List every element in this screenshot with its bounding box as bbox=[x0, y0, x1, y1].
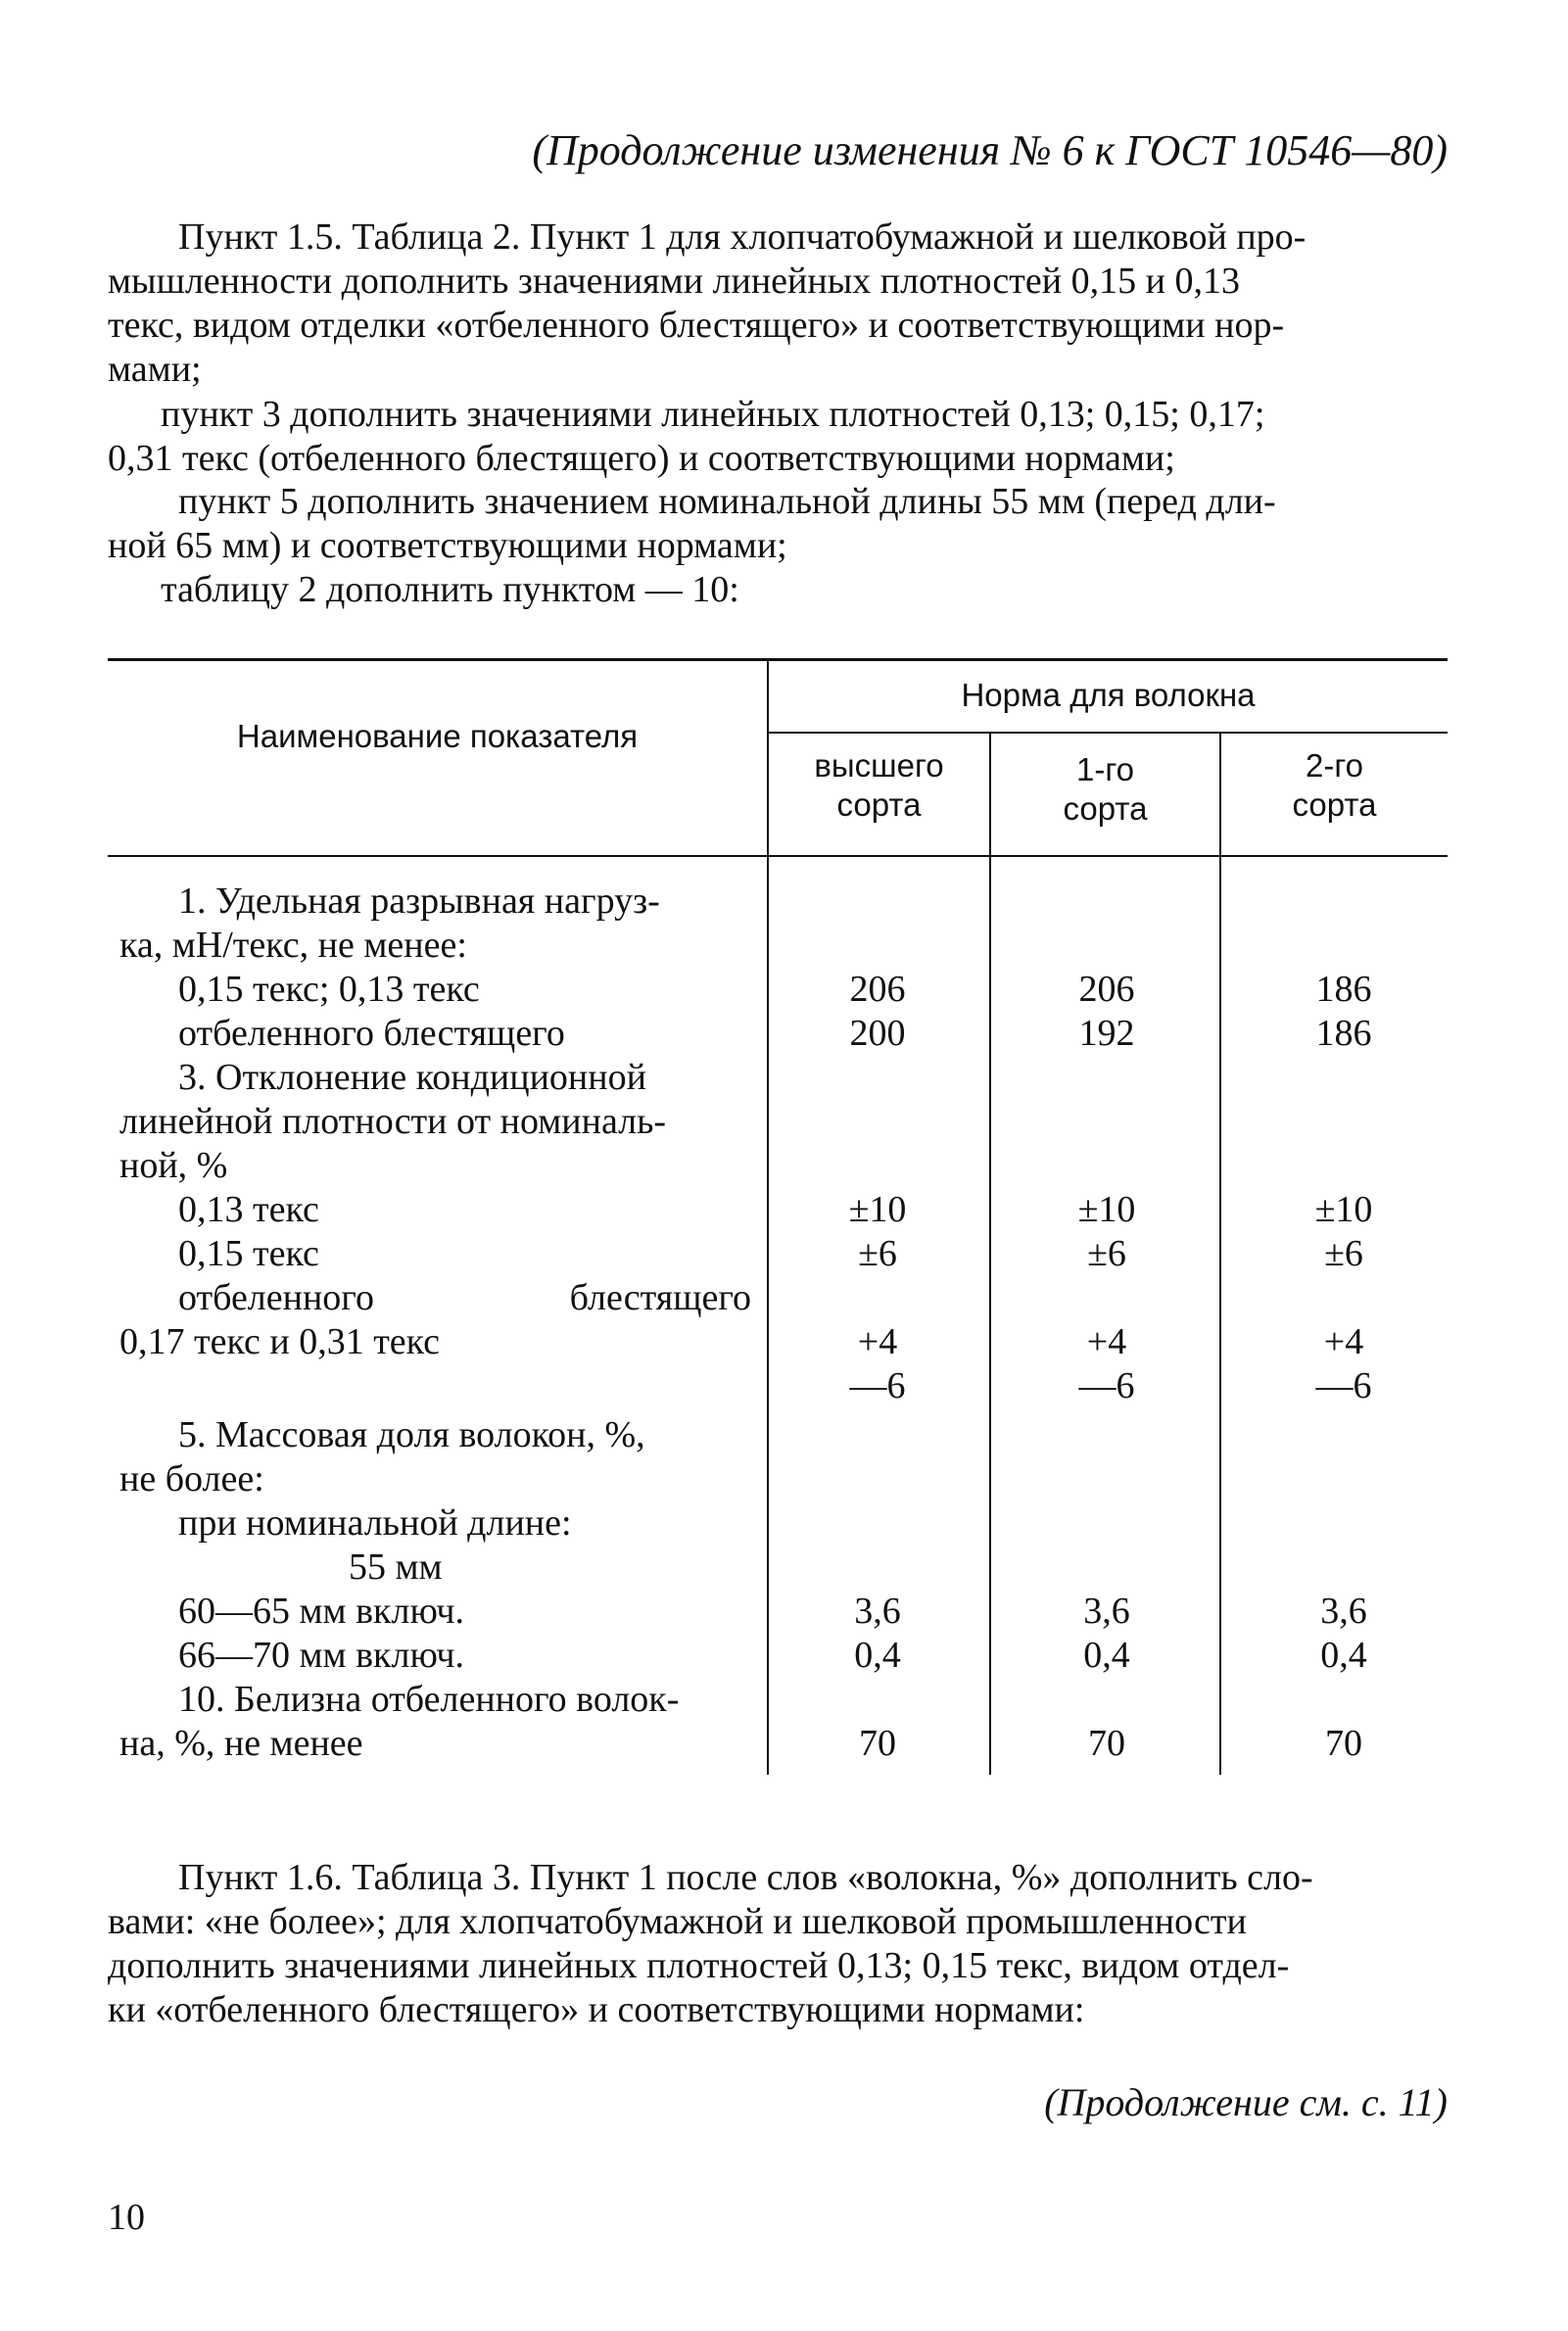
value-grade-1: +4 bbox=[1086, 1321, 1127, 1362]
row-label: 1. Удельная разрывная нагруз- bbox=[178, 880, 660, 922]
page-number: 10 bbox=[108, 2197, 145, 2238]
value-grade-1: 206 bbox=[1078, 969, 1135, 1010]
row-label: ка, мН/текс, не менее: bbox=[119, 925, 467, 966]
row-label: на, %, не менее bbox=[119, 1723, 363, 1764]
row-label: линейной плотности от номиналь- bbox=[119, 1101, 667, 1142]
intro-paragraph-3 bbox=[108, 480, 1448, 568]
intro-line: ной 65 мм) и соответствующими нормами; bbox=[108, 525, 787, 566]
table-row bbox=[108, 1678, 1448, 1722]
grade-header-line: 1-го bbox=[1075, 751, 1134, 787]
value-grade-2: 186 bbox=[1315, 969, 1372, 1010]
table-row bbox=[108, 924, 1448, 968]
value-grade-1: 70 bbox=[1088, 1723, 1125, 1764]
row-label: при номинальной длине: bbox=[178, 1502, 572, 1544]
row-label: отбеленного блестящего bbox=[178, 1013, 565, 1054]
table-row bbox=[108, 1590, 1448, 1634]
table-row bbox=[108, 1634, 1448, 1678]
intro-paragraph-2 bbox=[108, 393, 1448, 481]
row-label: ной, % bbox=[119, 1145, 228, 1186]
value-grade-2: ±6 bbox=[1324, 1233, 1363, 1274]
grade-header-1 bbox=[991, 750, 1219, 829]
grade-header-line: 2-го bbox=[1305, 747, 1363, 784]
outro-line: ки «отбеленного блестящего» и соответствующими нормами: bbox=[108, 1989, 1085, 2030]
intro-line: Пункт 1.5. Таблица 2. Пункт 1 для хлопчатобумажной и шелковой про- bbox=[178, 216, 1307, 258]
value-grade-2: 186 bbox=[1315, 1013, 1372, 1054]
continuation-note: (Продолжение см. с. 11) bbox=[1044, 2080, 1448, 2124]
grade-header-line: высшего bbox=[814, 747, 944, 784]
row-label: 60—65 мм включ. bbox=[178, 1591, 465, 1632]
grade-header-2 bbox=[1221, 746, 1448, 825]
table-row bbox=[108, 880, 1448, 924]
intro-line: мышленности дополнить значениями линейных плотностей 0,15 и 0,13 bbox=[108, 261, 1240, 302]
row-label: 10. Белизна отбеленного волок- bbox=[178, 1679, 680, 1720]
value-top-grade: ±10 bbox=[848, 1189, 907, 1230]
table-row bbox=[108, 1100, 1448, 1144]
table-divider bbox=[767, 732, 1448, 734]
table-row bbox=[108, 1056, 1448, 1100]
grade-header-line: сорта bbox=[1063, 790, 1148, 827]
table-row bbox=[108, 1501, 1448, 1546]
table-row bbox=[108, 1546, 1448, 1590]
row-label: не более: bbox=[119, 1458, 264, 1499]
value-grade-2: +4 bbox=[1323, 1321, 1364, 1362]
intro-paragraph-1 bbox=[108, 215, 1448, 392]
outro-line: вами: «не более»; для хлопчатобумажной и шелковой промышленности bbox=[108, 1901, 1247, 1942]
intro-line: мами; bbox=[108, 349, 202, 390]
row-label: 0,17 текс и 0,31 текс bbox=[119, 1321, 441, 1362]
value-top-grade: 200 bbox=[849, 1013, 906, 1054]
value-grade-1: 3,6 bbox=[1083, 1591, 1130, 1632]
table-row bbox=[108, 1276, 1448, 1320]
value-top-grade: 0,4 bbox=[854, 1635, 901, 1676]
outro-paragraph bbox=[108, 1856, 1448, 2032]
table-row bbox=[108, 1188, 1448, 1232]
table-row bbox=[108, 968, 1448, 1012]
row-label: 66—70 мм включ. bbox=[178, 1635, 465, 1676]
value-top-grade: 206 bbox=[849, 969, 906, 1010]
outro-line: дополнить значениями линейных плотностей 0,13; 0,15 текс, видом отдел- bbox=[108, 1945, 1290, 1986]
intro-line: пункт 5 дополнить значением номинальной длины 55 мм (перед дли- bbox=[178, 481, 1276, 522]
table-top-rule bbox=[108, 658, 1448, 661]
row-label: 55 мм bbox=[349, 1546, 443, 1588]
table-row bbox=[108, 1144, 1448, 1188]
row-label: 3. Отклонение кондиционной bbox=[178, 1057, 646, 1098]
table-row bbox=[108, 1722, 1448, 1766]
value-grade-1: ±6 bbox=[1087, 1233, 1126, 1274]
value-top-grade: 70 bbox=[859, 1723, 896, 1764]
intro-line: пункт 3 дополнить значениями линейных плотностей 0,13; 0,15; 0,17; bbox=[161, 394, 1265, 435]
value-grade-2: —6 bbox=[1315, 1365, 1372, 1406]
value-top-grade: ±6 bbox=[858, 1233, 897, 1274]
value-top-grade: +4 bbox=[857, 1321, 898, 1362]
row-label: 5. Массовая доля волокон, %, bbox=[178, 1414, 645, 1455]
row-label: 0,13 текс bbox=[178, 1189, 319, 1230]
table-row bbox=[108, 1413, 1448, 1457]
intro-line: текс, видом отделки «отбеленного блестящего» и соответствующими нор- bbox=[108, 305, 1285, 346]
intro-paragraph-4 bbox=[108, 568, 1448, 612]
outro-line: Пункт 1.6. Таблица 3. Пункт 1 после слов «волокна, %» дополнить сло- bbox=[178, 1857, 1313, 1898]
grade-header-top bbox=[769, 746, 989, 825]
value-grade-1: 0,4 bbox=[1083, 1635, 1130, 1676]
value-grade-1: ±10 bbox=[1077, 1189, 1136, 1230]
value-grade-2: 70 bbox=[1325, 1723, 1362, 1764]
table-row bbox=[108, 1320, 1448, 1364]
page-header: (Продолжение изменения № 6 к ГОСТ 10546—80) bbox=[532, 126, 1448, 174]
table-row bbox=[108, 1457, 1448, 1501]
value-grade-1: —6 bbox=[1078, 1365, 1135, 1406]
value-grade-2: ±10 bbox=[1314, 1189, 1373, 1230]
table-header-rule bbox=[108, 855, 1448, 857]
column-header-name: Наименование показателя bbox=[236, 718, 639, 754]
intro-line: 0,31 текс (отбеленного блестящего) и соответствующими нормами; bbox=[108, 438, 1175, 479]
value-grade-1: 192 bbox=[1078, 1013, 1135, 1054]
grade-header-line: сорта bbox=[1292, 786, 1377, 823]
value-grade-2: 0,4 bbox=[1320, 1635, 1367, 1676]
column-group-header: Норма для волокна bbox=[961, 677, 1256, 713]
value-grade-2: 3,6 bbox=[1320, 1591, 1367, 1632]
table-row bbox=[108, 1364, 1448, 1408]
intro-line: таблицу 2 дополнить пунктом — 10: bbox=[161, 569, 739, 610]
grade-header-line: сорта bbox=[836, 786, 922, 823]
table-row bbox=[108, 1232, 1448, 1276]
value-top-grade: 3,6 bbox=[854, 1591, 901, 1632]
row-label: отбеленного блестящего bbox=[178, 1277, 751, 1318]
table-row bbox=[108, 1012, 1448, 1056]
row-label: 0,15 текс bbox=[178, 1233, 319, 1274]
row-label: 0,15 текс; 0,13 текс bbox=[178, 969, 480, 1010]
value-top-grade: —6 bbox=[849, 1365, 906, 1406]
